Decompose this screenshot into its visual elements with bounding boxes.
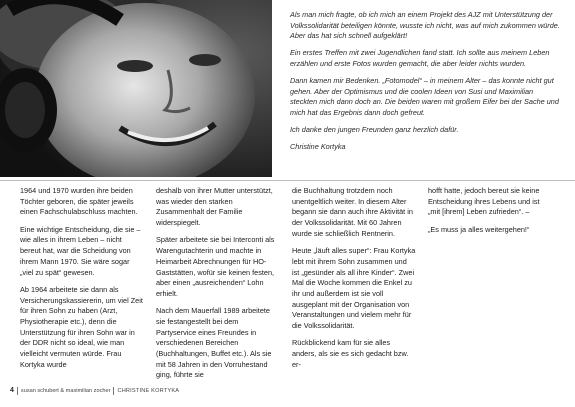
- body-paragraph: Heute „läuft alles super“: Frau Kortyka lebt mit ihrem Sohn zusammen und ist „gesünder als all ihre Kinder“. Zwei Mal die Woche kommen die Enkel zu ihr und außerdem ist sie voll ausgeplant mit der Organisation von Veranstaltungen und vielem mehr für die Volkssolidarität.: [292, 246, 416, 331]
- footer-divider: [17, 387, 18, 395]
- body-paragraph: Eine wichtige Entscheidung, die sie – wie alles in ihrem Leben – nicht bereut hat, war die Scheidung von ihrem Mann 1970. Sie wäre sogar „viel zu spät“ gewesen.: [20, 224, 141, 277]
- quote-paragraph: Als man mich fragte, ob ich mich an einem Projekt des AJZ mit Unterstützung der Volkssolidarität beteiligen könnte, wusste ich nicht, was auf mich zukommen würde. Aber das hat sich schnell aufgeklärt!: [290, 10, 560, 41]
- body-paragraph: 1964 und 1970 wurden ihre beiden Töchter geboren, die später jeweils einen Fachschulabschluss machten.: [20, 186, 138, 217]
- body-paragraph: deshalb von ihrer Mutter unterstützt, was wieder den starken Zusammenhalt der Familie widerspiegelt.: [156, 186, 273, 228]
- quote-paragraph: Dann kamen mir Bedenken. „Fotomodel“ – in meinem Alter – das konnte nicht gut gehen. Aber der Optimismus und die coolen Ideen von Susi und Maximilian steckten mich dann doch an. Die beiden waren mit großem Eifer bei der Sache und mich hat das Ergebnis dann doch gefreut.: [290, 75, 559, 117]
- page-footer: [10, 385, 179, 397]
- page-number: 4: [10, 387, 14, 394]
- body-column-4: [428, 186, 552, 242]
- portrait-photo: [0, 0, 272, 177]
- body-column-3: [292, 186, 416, 377]
- body-paragraph: hofft hatte, jedoch bereut sie keine Entscheidung ihres Lebens und ist „mit [ihrem] Leben zufrieden“. –: [428, 186, 540, 217]
- quote-signature: Christine Kortyka: [290, 141, 346, 151]
- portrait-illustration: [0, 0, 272, 177]
- body-column-1: [20, 186, 144, 377]
- body-paragraph: Später arbeitete sie bei Interconti als Warengutachterin und machte in Heimarbeit Abrechnungen für HO-Gaststätten, wofür sie keinen festen, aber einen „ausreichenden“ Lohn erhielt.: [156, 235, 275, 298]
- body-paragraph: Rückblickend kam für sie alles anders, als sie es sich gedacht bzw. er-: [292, 338, 409, 369]
- body-paragraph: die Buchhaltung trotzdem noch unentgeltlich weiter. In diesem Alter begann sie dann auch ihre Aktivität in der Volkssolidarität. Mit 60 Jahren wurde sie schließlich Rentnerin.: [292, 186, 413, 238]
- body-paragraph: Ab 1964 arbeitete sie dann als Versicherungskassiererin, um viel Zeit für ihren Sohn zu haben (Arzt, Physiotherapie etc.), denn die Unterstützung für ihren Sohn war in der DDR nicht so ideal, wie man vielleicht vermuten würde. Frau Kortyka wurde: [20, 284, 143, 369]
- footer-authors: susan schubert & maximilian zocher: [20, 388, 111, 394]
- quote-block: [290, 10, 562, 159]
- quote-paragraph: Ein erstes Treffen mit zwei Jugendlichen fand statt. Ich sollte aus meinem Leben erzählen und erste Fotos wurden gemacht, die aber leider nichts wurden.: [290, 48, 550, 68]
- body-column-2: [156, 186, 280, 388]
- footer-divider: [113, 387, 114, 395]
- body-paragraph: „Es muss ja alles weitergehen!“: [428, 224, 530, 234]
- section-divider: [0, 180, 575, 181]
- quote-paragraph: Ich danke den jungen Freunden ganz herzlich dafür.: [290, 124, 459, 134]
- footer-title: CHRISTINE KORTYKA: [117, 388, 180, 394]
- body-paragraph: Nach dem Mauerfall 1989 arbeitete sie festangestellt bei dem Partyservice eines Freundes in verschiedenen Bereichen (Buchhaltungen, Buffet etc.). Als sie mit 58 Jahren in den Vorruhestand ging, führte sie: [156, 306, 272, 380]
